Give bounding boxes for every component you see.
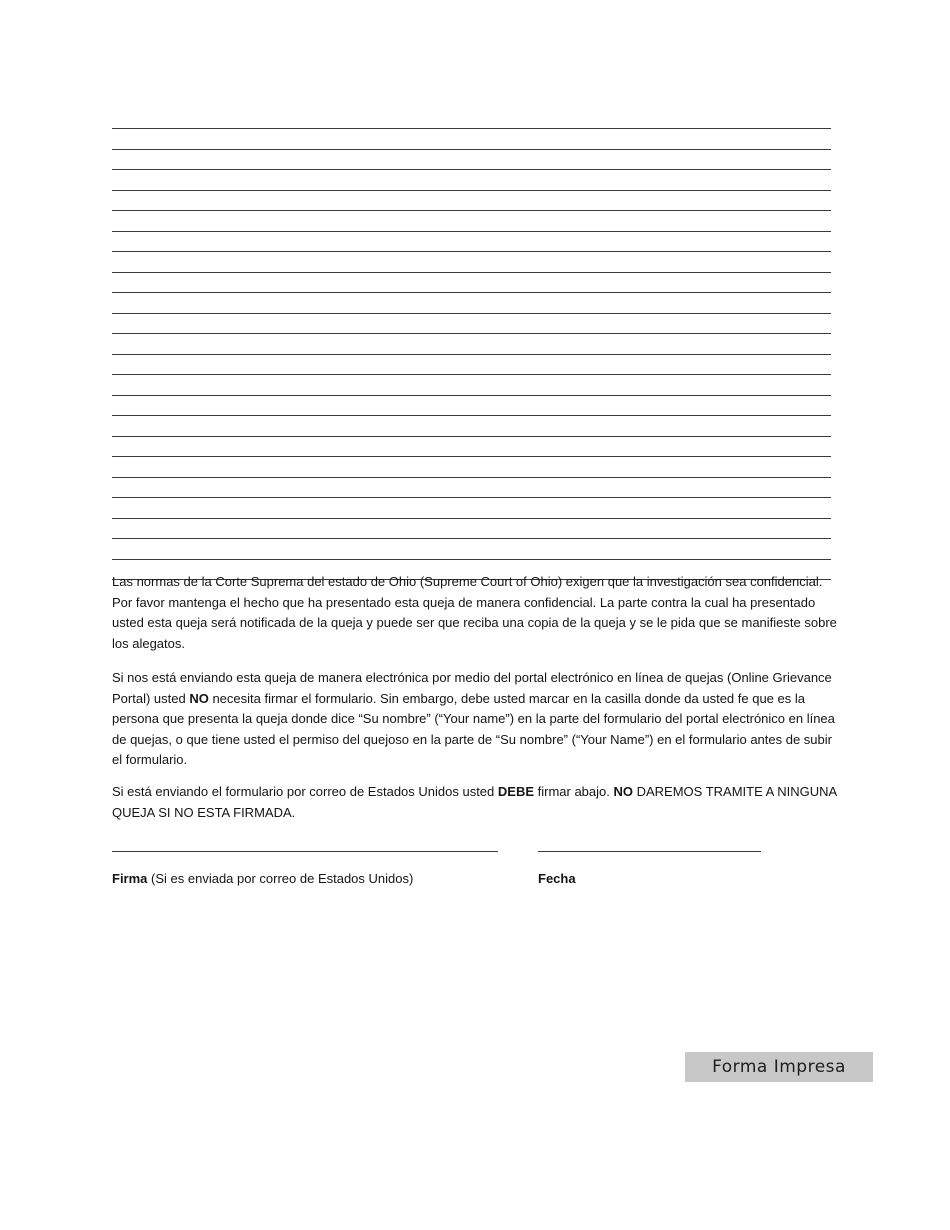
writing-line[interactable] xyxy=(112,252,831,273)
writing-line[interactable] xyxy=(112,437,831,458)
writing-line[interactable] xyxy=(112,416,831,437)
online-portal-paragraph xyxy=(112,668,838,771)
writing-line[interactable] xyxy=(112,375,831,396)
writing-line[interactable] xyxy=(112,457,831,478)
mail-text-2: firmar abajo. xyxy=(534,784,614,799)
signature-line[interactable] xyxy=(112,851,498,852)
online-portal-text-1: Si nos está enviando esta queja de manera electrónica por medio del portal electrónico en línea de quejas (Online Grievance Portal) usted xyxy=(112,670,832,706)
mail-signature-paragraph xyxy=(112,782,838,823)
writing-line[interactable] xyxy=(112,170,831,191)
writing-line[interactable] xyxy=(112,539,831,560)
confidentiality-paragraph xyxy=(112,572,838,654)
date-line[interactable] xyxy=(538,851,761,852)
writing-line[interactable] xyxy=(112,293,831,314)
writing-line[interactable] xyxy=(112,273,831,294)
writing-line[interactable] xyxy=(112,355,831,376)
writing-line[interactable] xyxy=(112,314,831,335)
writing-line[interactable] xyxy=(112,191,831,212)
writing-line[interactable] xyxy=(112,150,831,171)
writing-line[interactable] xyxy=(112,211,831,232)
mail-text-1: Si está enviando el formulario por correo de Estados Unidos usted xyxy=(112,784,498,799)
signature-label xyxy=(112,869,413,889)
writing-line[interactable] xyxy=(112,519,831,540)
online-portal-no-emphasis: NO xyxy=(189,690,209,706)
writing-line[interactable] xyxy=(112,498,831,519)
writing-line[interactable] xyxy=(112,334,831,355)
mail-text-3: DAREMOS TRAMITE A NINGUNA QUEJA SI NO ESTA FIRMADA. xyxy=(112,784,837,820)
blank-writing-lines[interactable] xyxy=(112,128,831,580)
writing-line[interactable] xyxy=(112,232,831,253)
mail-debe-emphasis: DEBE xyxy=(497,784,535,799)
date-label-bold: Fecha xyxy=(538,871,576,886)
writing-line[interactable] xyxy=(112,396,831,417)
signature-label-note: (Si es enviada por correo de Estados Unidos) xyxy=(147,871,414,886)
mail-no-emphasis: NO xyxy=(613,784,633,799)
signature-label-bold: Firma xyxy=(112,871,148,886)
online-portal-text-2: necesita firmar el formulario. Sin embargo, debe usted marcar en la casilla donde da usted fe que es la persona que presenta la queja donde dice “Su nombre” (“Your name”) en la parte del formulario del portal electrónico en línea de quejas, o que tiene usted el permiso del quejoso en la parte de “Su nombre” (“Your Name”) en el formulario antes de subir el formulario. xyxy=(112,690,835,767)
date-label xyxy=(538,869,576,889)
writing-line[interactable] xyxy=(112,478,831,499)
writing-line[interactable] xyxy=(112,129,831,150)
print-form-button[interactable]: Forma Impresa xyxy=(685,1052,873,1082)
confidentiality-text: Las normas de la Corte Suprema del estado de Ohio (Supreme Court of Ohio) exigen que la investigación sea confidencial. Por favor mantenga el hecho que ha presentado esta queja de manera confidencial. La parte contra la cual ha presentado usted esta queja será notificada de la queja y puede ser que reciba una copia de la queja y se le pida que se manifieste sobre los alegatos. xyxy=(112,574,837,651)
